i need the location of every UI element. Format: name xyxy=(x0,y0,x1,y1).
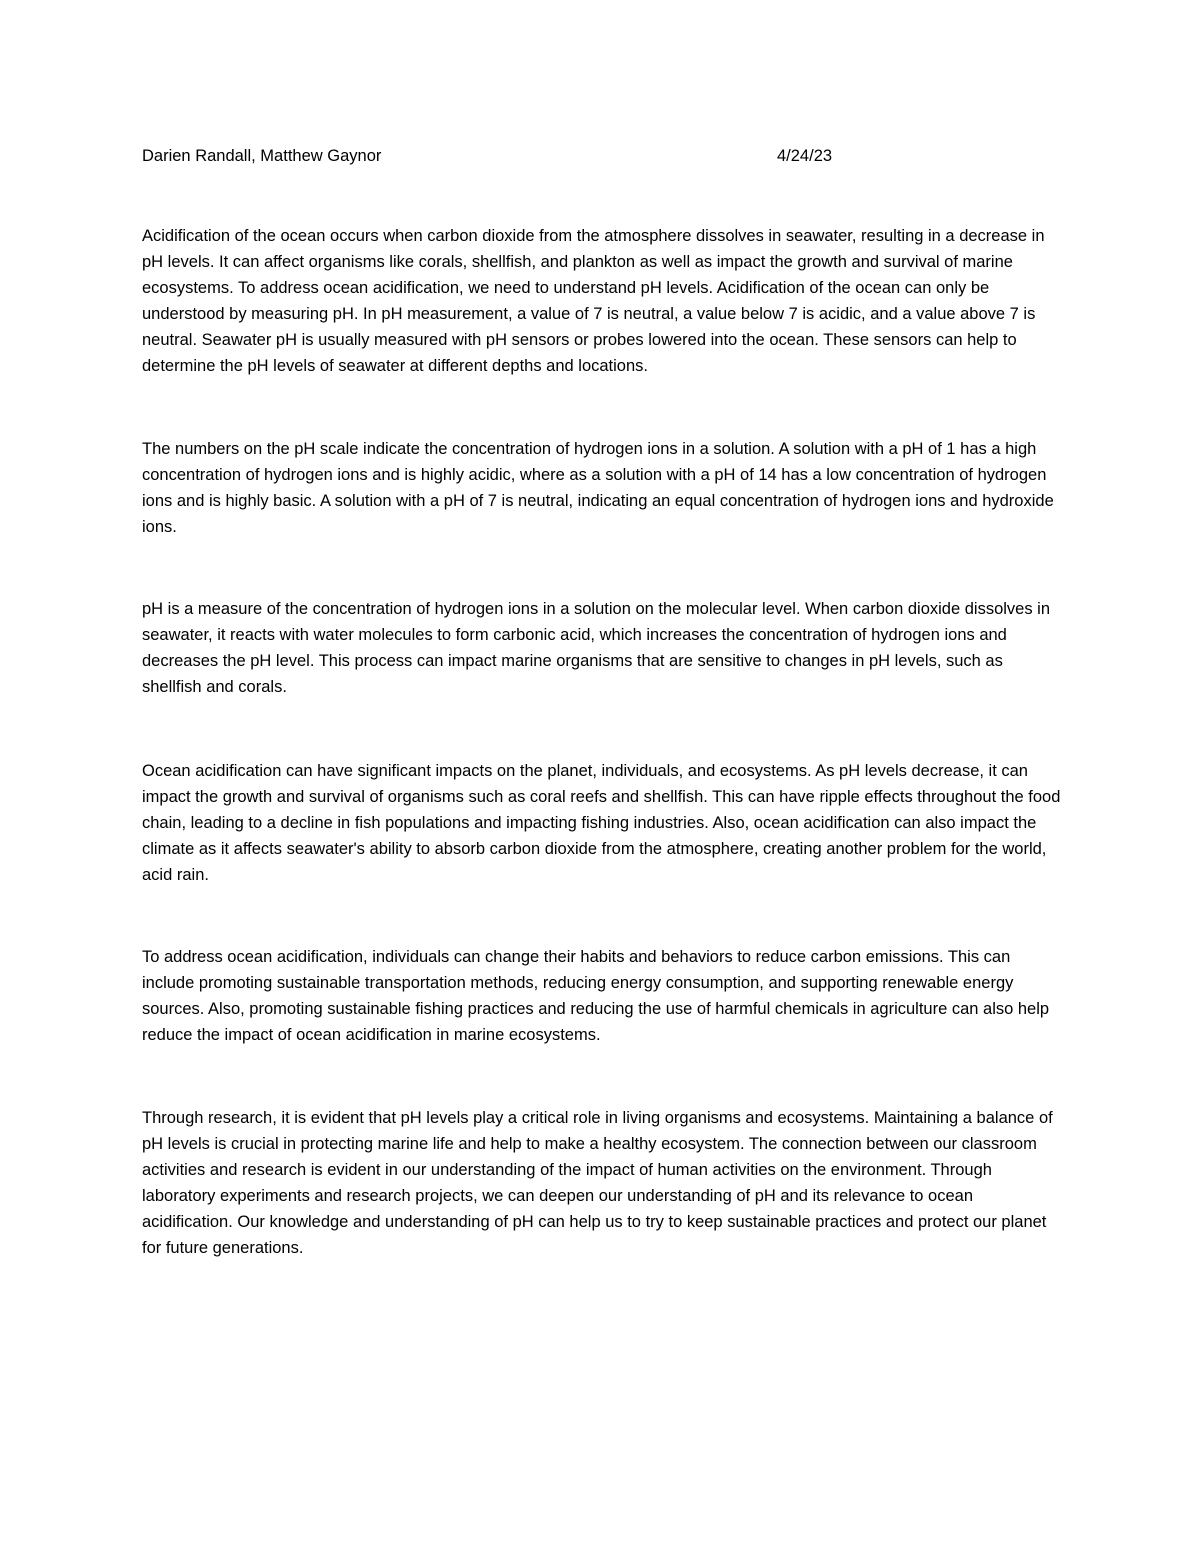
document-header xyxy=(142,143,862,169)
paragraph-solutions: To address ocean acidification, individuals can change their habits and behaviors to reduce carbon emissions. This can include promoting sustainable transportation methods, reducing energy consumption, and supporting renewable energy sources. Also, promoting sustainable fishing practices and reducing the use of harmful chemicals in agriculture can also help reduce the impact of ocean acidification in marine ecosystems. xyxy=(142,948,1050,1044)
paragraph-conclusion: Through research, it is evident that pH levels play a critical role in living organisms and ecosystems. Maintaining a balance of pH levels is crucial in protecting marine life and help to make a healthy ecosystem. The connection between our classroom activities and research is evident in our understanding of the impact of human activities on the environment. Through laboratory experiments and research projects, we can deepen our understanding of pH and its relevance to ocean acidification. Our knowledge and understanding of pH can help us to try to keep sustainable practices and protect our planet for future generations. xyxy=(142,1109,1053,1257)
document-date: 4/24/23 xyxy=(777,147,833,165)
paragraph-molecular-level: pH is a measure of the concentration of hydrogen ions in a solution on the molecular level. When carbon dioxide dissolves in seawater, it reacts with water molecules to form carbonic acid, which increases the concentration of hydrogen ions and decreases the pH level. This process can impact marine organisms that are sensitive to changes in pH levels, such as shellfish and corals. xyxy=(142,600,1051,696)
paragraph-impacts: Ocean acidification can have significant impacts on the planet, individuals, and ecosystems. As pH levels decrease, it can impact the growth and survival of organisms such as coral reefs and shellfish. This can have ripple effects throughout the food chain, leading to a decline in fish populations and impacting fishing industries. Also, ocean acidification can also impact the climate as it affects seawater's ability to absorb carbon dioxide from the atmosphere, creating another problem for the world, acid rain. xyxy=(142,762,1061,884)
author-names: Darien Randall, Matthew Gaynor xyxy=(142,147,382,165)
paragraph-ocean-acidification-intro: Acidification of the ocean occurs when carbon dioxide from the atmosphere dissolves in seawater, resulting in a decrease in pH levels. It can affect organisms like corals, shellfish, and plankton as well as impact the growth and survival of marine ecosystems. To address ocean acidification, we need to understand pH levels. Acidification of the ocean can only be understood by measuring pH. In pH measurement, a value of 7 is neutral, a value below 7 is acidic, and a value above 7 is neutral. Seawater pH is usually measured with pH sensors or probes lowered into the ocean. These sensors can help to determine the pH levels of seawater at different depths and locations. xyxy=(142,227,1045,375)
paragraph-ph-scale: The numbers on the pH scale indicate the concentration of hydrogen ions in a solution. A solution with a pH of 1 has a high concentration of hydrogen ions and is highly acidic, where as a solution with a pH of 14 has a low concentration of hydrogen ions and is highly basic. A solution with a pH of 7 is neutral, indicating an equal concentration of hydrogen ions and hydroxide ions. xyxy=(142,440,1054,536)
